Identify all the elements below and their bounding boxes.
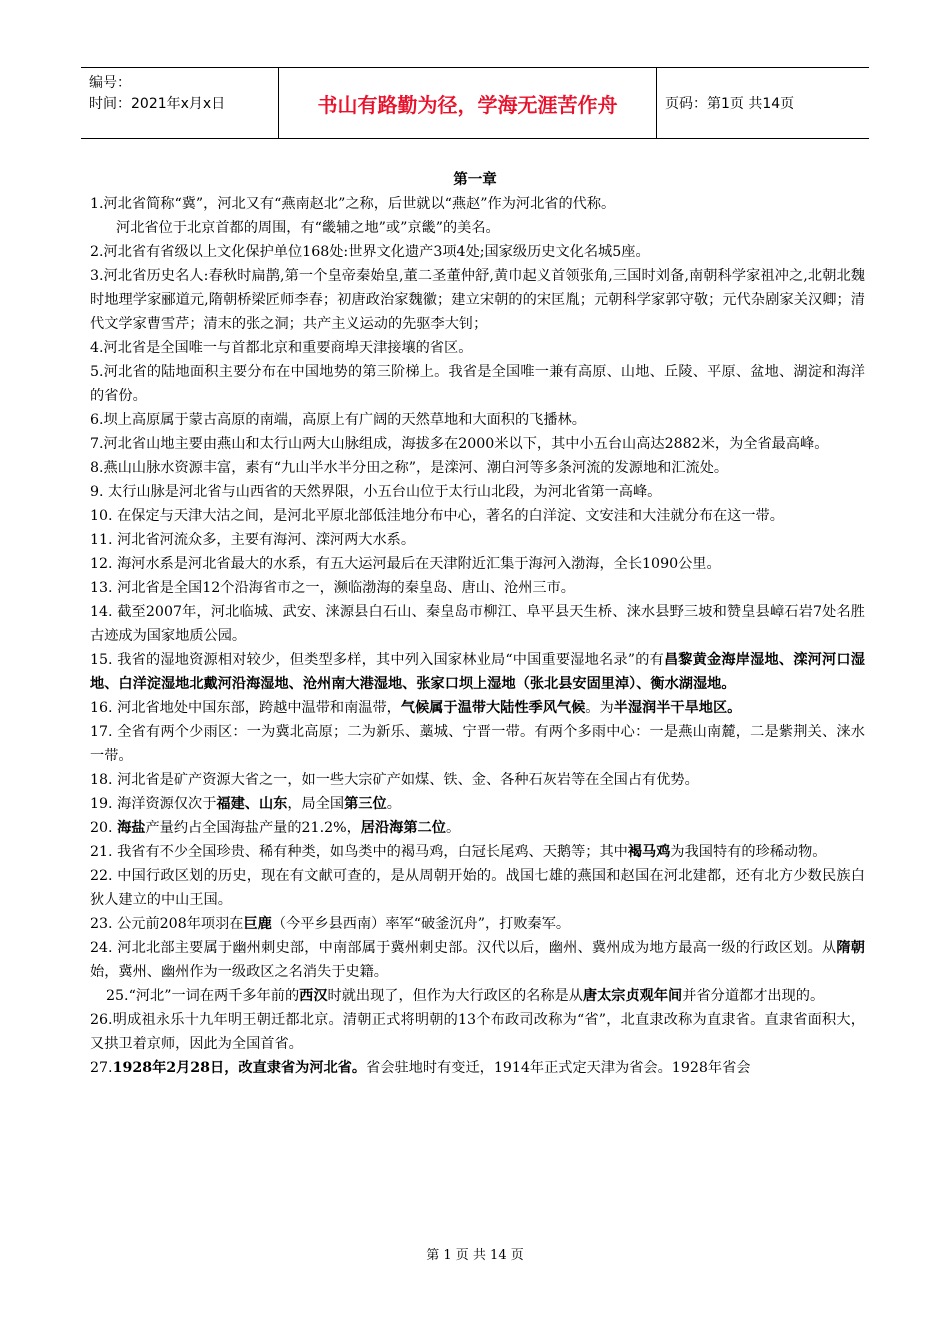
header-page-info: 页码：第1页 共14页 — [665, 96, 795, 112]
paragraph-20-bold-rank: 居沿海第二位 — [360, 820, 446, 836]
chapter-title: 第一章 — [453, 171, 497, 188]
paragraph-15-text: 15. 我省的湿地资源相对较少，但类型多样，其中列入国家林业局“中国重要湿地名录”的有 — [90, 652, 664, 668]
paragraph-27 — [90, 1056, 865, 1080]
paragraph-27-number: 27. — [90, 1060, 113, 1076]
paragraph-15 — [90, 648, 865, 696]
paragraph-17: 17. 全省有两个少雨区：一为冀北高原；二为新乐、藁城、宁晋一带。有两个多雨中心：一是燕山南麓，二是紫荆关、涞水一带。 — [90, 724, 865, 764]
page-footer: 第 1 页 共 14 页 — [426, 1248, 524, 1263]
paragraph-4: 4.河北省是全国唯一与首都北京和重要商埠天津接壤的省区。 — [90, 340, 473, 356]
document-body — [90, 192, 865, 1080]
paragraph-22: 22. 中国行政区划的历史，现在有文献可查的，是从周朝开始的。战国七雄的燕国和赵国在河北建都，还有北方少数民族白狄人建立的中山王国。 — [90, 868, 865, 908]
paragraph-6: 6.坝上高原属于蒙古高原的南端，高原上有广阔的天然草地和大面积的飞播林。 — [90, 412, 586, 428]
paragraph-1a: 1.河北省简称“冀”，河北又有“燕南赵北”之称，后世就以“燕赵”作为河北省的代称。 — [90, 196, 616, 212]
paragraph-16-text: 16. 河北省地处中国东部，跨越中温带和南温带， — [90, 700, 401, 716]
paragraph-25-bold-han: 西汉 — [299, 988, 328, 1004]
paragraph-23-bold: 巨鹿 — [243, 916, 272, 932]
paragraph-10: 10. 在保定与天津大沽之间，是河北平原北部低洼地分布中心，著名的白洋淀、文安洼和大洼就分布在这一带。 — [90, 508, 784, 524]
document-time-label: 时间：2021年x月x日 — [89, 96, 226, 112]
paragraph-12: 12. 海河水系是河北省最大的水系，有五大运河最后在天津附近汇集于海河入渤海，全长1090公里。 — [90, 556, 721, 572]
paragraph-27-text: 省会驻地时有变迁，1914年正式定天津为省会。1928年省会 — [366, 1060, 751, 1076]
paragraph-20-number: 20. — [90, 820, 118, 836]
paragraph-25-text-2: 时就出现了，但作为大行政区的名称是从 — [327, 988, 583, 1004]
paragraph-7: 7.河北省山地主要由燕山和太行山两大山脉组成，海拔多在2000米以下，其中小五台山高达2882米，为全省最高峰。 — [90, 436, 829, 452]
paragraph-23-text: 23. 公元前208年项羽在 — [90, 916, 244, 932]
paragraph-24-text: 24. 河北北部主要属于幽州刺史部，中南部属于冀州刺史部。汉代以后，幽州、冀州成为地方最高一级的行政区划。从 — [90, 940, 837, 956]
paragraph-13: 13. 河北省是全国12个沿海省市之一，濒临渤海的秦皇岛、唐山、沧州三市。 — [90, 580, 575, 596]
paragraph-20-text-2: 。 — [445, 820, 461, 836]
page-header — [81, 67, 869, 139]
paragraph-19-bold-provinces: 福建、山东 — [216, 796, 288, 812]
paragraph-16-text-2: 。为 — [585, 700, 614, 716]
paragraph-19-text-3: 。 — [386, 796, 401, 812]
paragraph-19-bold-rank: 第三位 — [344, 796, 387, 812]
paragraph-16-bold-climate: 气候属于温带大陆性季风气候 — [400, 700, 586, 716]
paragraph-8: 8.燕山山脉水资源丰富，素有“九山半水半分田之称”，是滦河、潮白河等多条河流的发源地和汇流处。 — [90, 460, 729, 476]
paragraph-24-bold: 隋朝 — [836, 940, 865, 956]
paragraph-24 — [90, 936, 865, 984]
paragraph-25-text-3: 并省分道都才出现的。 — [682, 988, 825, 1004]
paragraph-21-text: 21. 我省有不少全国珍贵、稀有种类，如鸟类中的褐马鸡，白冠长尾鸡、天鹅等；其中 — [90, 844, 628, 860]
paragraph-25-text: 25.“河北”一词在两千多年前的 — [106, 988, 300, 1004]
paragraph-2: 2.河北省有省级以上文化保护单位168处:世界文化遗产3项4处;国家级历史文化名城5座。 — [90, 244, 650, 260]
paragraph-20 — [90, 816, 865, 840]
paragraph-21 — [90, 840, 865, 864]
paragraph-25-bold-tang: 唐太宗贞观年间 — [582, 988, 683, 1004]
header-motto: 书山有路勤为径，学海无涯苦作舟 — [279, 68, 657, 138]
paragraph-19-text: 19. 海洋资源仅次于 — [90, 796, 217, 812]
paragraph-23 — [90, 912, 865, 936]
paragraph-18: 18. 河北省是矿产资源大省之一，如一些大宗矿产如煤、铁、金、各种石灰岩等在全国占有优势。 — [90, 772, 699, 788]
paragraph-20-text: 产量约占全国海盐产量的21.2%， — [145, 820, 361, 836]
paragraph-5: 5.河北省的陆地面积主要分布在中国地势的第三阶梯上。我省是全国唯一兼有高原、山地、丘陵、平原、盆地、湖淀和海洋的省份。 — [90, 364, 865, 404]
paragraph-11: 11. 河北省河流众多，主要有海河、滦河两大水系。 — [90, 532, 416, 548]
paragraph-20-bold-salt: 海盐 — [117, 820, 146, 836]
paragraph-9: 9. 太行山脉是河北省与山西省的天然界限，小五台山位于太行山北段，为河北省第一高峰。 — [90, 484, 662, 500]
paragraph-25 — [90, 984, 865, 1008]
paragraph-16 — [90, 696, 865, 720]
paragraph-26: 26.明成祖永乐十九年明王朝迁都北京。清朝正式将明朝的13个布政司改称为“省”，北直隶改称为直隶省。直隶省面积大，又拱卫着京师，因此为全国首省。 — [90, 1012, 865, 1052]
document-number-label: 编号： — [89, 75, 131, 91]
paragraph-27-bold: 1928年2月28日，改直隶省为河北省。 — [112, 1060, 367, 1076]
header-meta — [81, 68, 279, 138]
paragraph-3: 3.河北省历史名人:春秋时扁鹊,第一个皇帝秦始皇,董二圣董仲舒,黄巾起义首领张角,三国时刘备,南朝科学家祖冲之,北朝北魏时地理学家郦道元,隋朝桥梁匠师李春；初唐政治家魏徽；建立宋朝的的宋匡胤；元朝科学家郭守敬；元代杂剧家关汉卿；清代文学家曹雪芹；清末的张之洞；共产主义运动的先驱李大钊； — [90, 268, 865, 332]
paragraph-14: 14. 截至2007年，河北临城、武安、涞源县白石山、秦皇岛市柳江、阜平县天生桥、涞水县野三坡和赞皇县嶂石岩7处名胜古迹成为国家地质公园。 — [90, 604, 865, 644]
paragraph-19-text-2: ，局全国 — [287, 796, 345, 812]
paragraph-23-text-2: （今平乡县西南）率军“破釜沉舟”，打败秦军。 — [271, 916, 571, 932]
paragraph-16-bold-region: 半湿润半干旱地区。 — [613, 700, 742, 716]
paragraph-21-text-2: 为我国特有的珍稀动物。 — [670, 844, 827, 860]
paragraph-19 — [90, 792, 865, 816]
paragraph-21-bold: 褐马鸡 — [627, 844, 671, 860]
paragraph-24-text-2: 始，冀州、幽州作为一级政区之名消失于史籍。 — [90, 964, 388, 980]
paragraph-1b: 河北省位于北京首都的周围，有“畿辅之地”或”京畿”的美名。 — [116, 220, 500, 236]
paragraph-15-bold: 昌黎黄金海岸湿地、滦河河口湿地、白洋淀湿地北戴河沿海湿地、沧州南大港湿地、张家口坝上湿地（张北县安固里淖）、衡水湖湿地。 — [90, 652, 865, 692]
